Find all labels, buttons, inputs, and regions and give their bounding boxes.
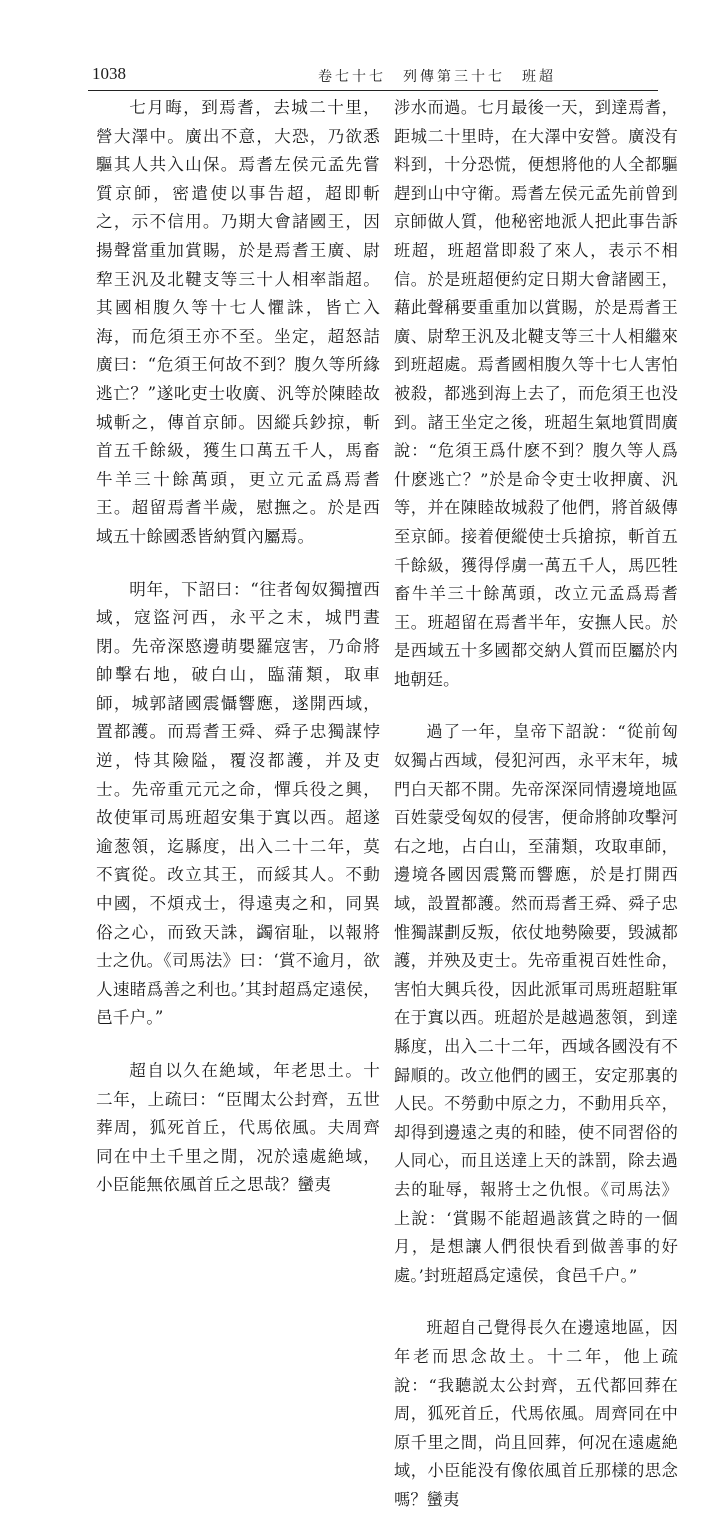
classical-paragraph-3: 超自以久在絶域，年老思土。十二年，上疏曰：“臣聞太公封齊，五世葬周，狐死首丘，代馬依風。夫周齊同在中土千里之閒，况於遠處絶域，小臣能無依風首丘之思哉？蠻夷 [96,1061,380,1195]
classical-text-column [96,94,380,1195]
vernacular-translation-column [394,94,678,1509]
classical-paragraph-1: 七月晦，到焉耆，去城二十里，營大澤中。廣出不意，大恐，乃欲悉驅其人共入山保。焉耆左侯元孟先嘗質京師，密遣使以事告超，超即斬之，示不信用。乃期大會諸國王，因揚聲當重加賞賜，於是焉耆王廣、尉犂王汎及北鞬支等三十人相率詣超。其國相腹久等十七人懼誅，皆亡入海，而危須王亦不至。坐定，超怒詰廣曰：“危須王何故不到？腹久等所緣逃亡？”遂叱吏士收廣、汎等於陳睦故城斬之，傳首京師。因縱兵鈔掠，斬首五千餘級，獲生口萬五千人，馬畜牛羊三十餘萬頭，更立元孟爲焉耆王。超留焉耆半歲，慰撫之。於是西域五十餘國悉皆納質內屬焉。 [96,98,380,546]
page-number: 1038 [92,64,126,83]
classical-paragraph-2: 明年，下詔曰：“往者匈奴獨擅西域，寇盜河西，永平之末，城門晝閉。先帝深愍邊萌嬰羅寇害，乃命將帥擊右地，破白山，臨蒲類，取車師，城郭諸國震懾響應，遂開西域，置都護。而焉耆王舜、舜子忠獨謀悖逆，恃其險隘，覆沒都護，并及吏士。先帝重元元之命，憚兵役之興，故使軍司馬班超安集于窴以西。超遂逾葱領，迄縣度，出入二十二年，莫不賓從。改立其王，而綏其人。不動中國，不煩戎士，得遠夷之和，同異俗之心，而致天誅，蠲宿耻，以報將士之仇。《司馬法》曰：‘賞不逾月，欲人速睹爲善之利也。’其封超爲定遠侯，邑千户。” [96,579,380,1028]
running-header [88,60,658,91]
translation-paragraph-1: 涉水而過。七月最後一天，到達焉耆，距城二十里時，在大澤中安營。廣没有料到，十分恐慌，便想將他的人全都驅趕到山中守衛。焉耆左侯元孟先前曾到京師做人質，他秘密地派人把此事告訴班超，班超當即殺了來人，表示不相信。於是班超便約定日期大會諸國王，藉此聲稱要重重加以賞賜，於是焉耆王廣、尉犂王汎及北鞬支等三十人相繼來到班超處。焉耆國相腹久等十七人害怕被殺，都逃到海上去了，而危須王也没到。諸王坐定之後，班超生氣地質問廣說：“危須王爲什麽不到？腹久等人爲什麽逃亡？”於是命令吏士收押廣、汎等，并在陳睦故城殺了他們，將首級傳至京師。接着便縱使士兵搶掠，斬首五千餘級，獲得俘虜一萬五千人，馬匹牲畜牛羊三十餘萬頭，改立元孟爲焉耆王。班超留在焉耆半年，安撫人民。於是西域五十多國都交納人質而臣屬於内地朝廷。 [394,98,678,689]
translation-paragraph-3: 班超自己覺得長久在邊遠地區，因年老而思念故土。十二年，他上疏說：“我聽説太公封齊，五代都回葬在周，狐死首丘，代馬依風。周齊同在中原千里之間，尚且回葬，何况在遠處絶域，小臣能没有像依風首丘那樣的思念嗎？蠻夷 [394,1318,678,1509]
running-head-title: 卷七十七 列傳第三十七 班超 [318,69,556,85]
translation-paragraph-2: 過了一年，皇帝下詔說：“從前匈奴獨占西域，侵犯河西，永平末年，城門白天都不開。先帝深深同情邊境地區百姓蒙受匈奴的侵害，便命將帥攻擊河右之地，占白山，至蒲類，攻取車師，邊境各國因震驚而響應，於是打開西域，設置都護。然而焉耆王舜、舜子忠惟獨謀劃反叛，依仗地勢險要，毁滅都護，并殃及吏士。先帝重視百姓性命，害怕大興兵役，因此派軍司馬班超駐軍在于窴以西。班超於是越過葱領，到達縣度，出入二十二年，西域各國没有不歸順的。改立他們的國王，安定那裏的人民。不勞動中原之力，不動用兵卒，却得到邊遠之夷的和睦，使不同習俗的人同心，而且送達上天的誅罰，除去過去的耻辱，報將士之仇恨。《司馬法》上說：‘賞賜不能超過該賞之時的一個月，是想讓人們很快看到做善事的好處。’封班超爲定遠侯，食邑千户。” [394,722,678,1285]
